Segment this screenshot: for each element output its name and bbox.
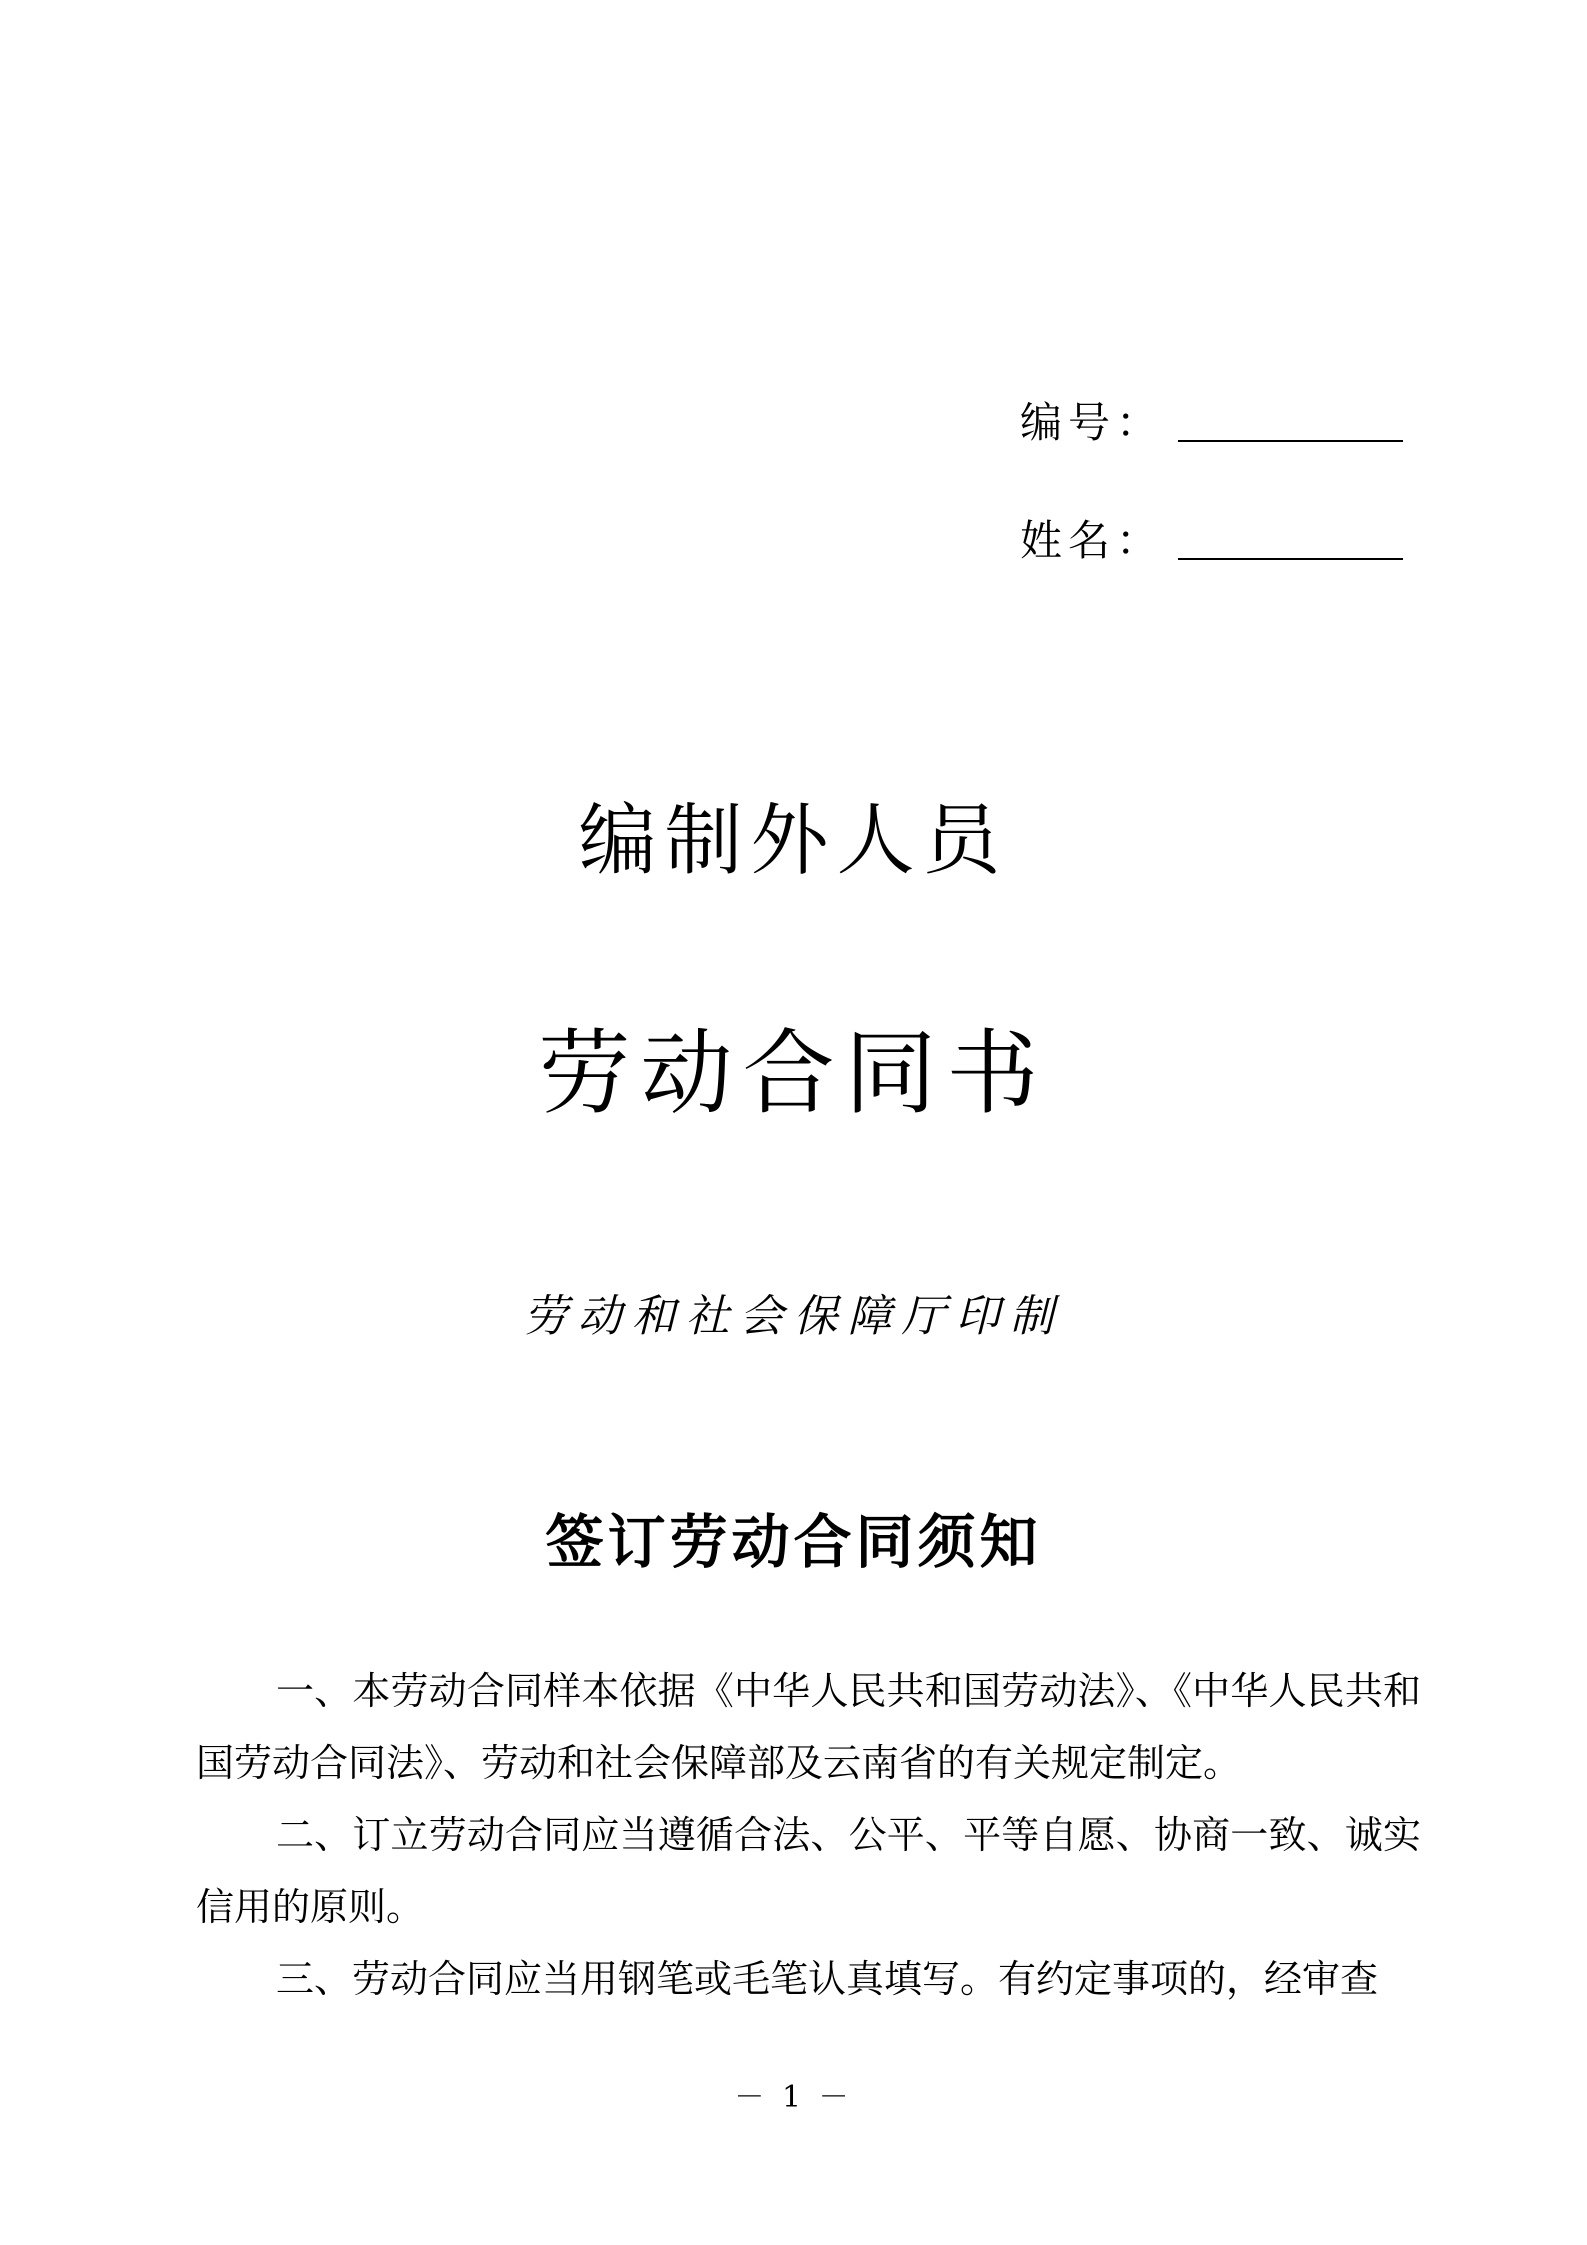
page-number: － 1 － <box>734 2080 853 2115</box>
notice-paragraph-1: 一、本劳动合同样本依据《中华人民共和国劳动法》、《中华人民共和国劳动合同法》、劳动和社会保障部及云南省的有关规定制定。 <box>196 1669 1421 1785</box>
notice-heading: 签订劳动合同须知 <box>545 1508 1042 1576</box>
contract-number-field <box>1020 390 1403 450</box>
contract-number-blank-line <box>1178 440 1403 442</box>
notice-paragraph-2: 二、订立劳动合同应当遵循合法、公平、平等自愿、协商一致、诚实信用的原则。 <box>196 1813 1421 1929</box>
cover-title-line1: 编制外人员 <box>578 796 1009 886</box>
notice-paragraph-3: 三、劳动合同应当用钢笔或毛笔认真填写。有约定事项的，经审查 <box>276 1957 1379 2001</box>
notice-body <box>196 1655 1421 2015</box>
employee-name-field <box>1020 508 1403 568</box>
publisher-line: 劳动和社会保障厅印制 <box>523 1291 1064 1342</box>
employee-name-label: 姓名： <box>1020 516 1165 565</box>
employee-name-blank-line <box>1178 558 1403 560</box>
contract-number-label: 编号： <box>1020 398 1165 447</box>
cover-title-line2: 劳动合同书 <box>538 1020 1049 1127</box>
